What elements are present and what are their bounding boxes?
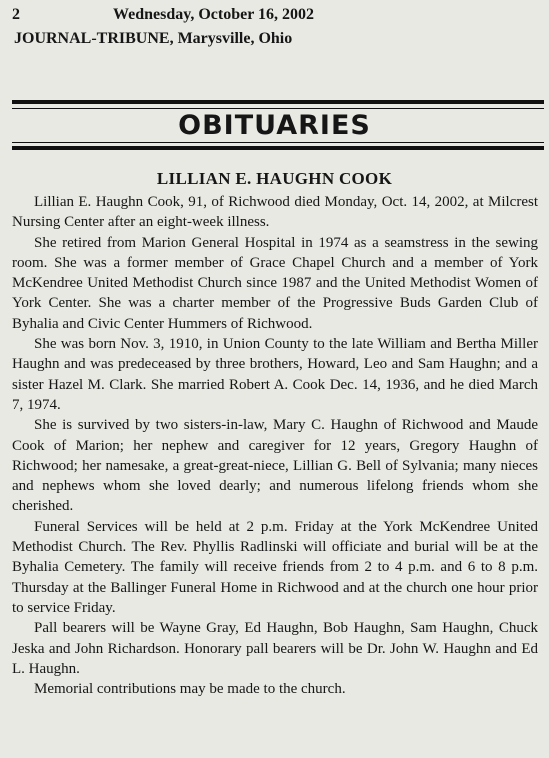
section-title: OBITUARIES	[178, 110, 371, 141]
obituary-headline: LILLIAN E. HAUGHN COOK	[156, 169, 393, 188]
page-number: 2	[12, 6, 20, 23]
obituary-paragraph: Lillian E. Haughn Cook, 91, of Richwood died Monday, Oct. 14, 2002, at Milcrest Nursing Center after an eight-week illness.	[12, 194, 538, 231]
obituary-body	[12, 192, 538, 699]
section-rule-top-thick	[12, 100, 544, 104]
obituary-paragraph: She retired from Marion General Hospital in 1974 as a seamstress in the sewing room. She was a former member of Grace Chapel Church and a member of York McKendree United Methodist Church since 1987 and the United Methodist Women of York Center. She was a charter member of the Progressive Buds Garden Club of Byhalia and Civic Center Hummers of Richwood.	[12, 234, 538, 332]
section-rule-bottom-thin	[12, 142, 544, 143]
obituary-paragraph: She was born Nov. 3, 1910, in Union County to the late William and Bertha Miller Haughn and was predeceased by three brothers, Howard, Leo and Sam Haughn; and a sister Hazel M. Clark. She married Robert A. Cook Dec. 14, 1936, and he died March 7, 1974.	[12, 336, 538, 413]
issue-date: Wednesday, October 16, 2002	[113, 6, 315, 23]
masthead	[0, 2, 549, 62]
obituary-paragraph: She is survived by two sisters-in-law, Mary C. Haughn of Richwood and Maude Cook of Marion; her nephew and caregiver for 12 years, Gregory Haughn of Richwood; her namesake, a great-great-niece, Lillian G. Bell of Sylvania; many nieces and nephews whom she loved dearly; and numerous lifelong friends whom she cherished.	[12, 417, 538, 515]
obituary-paragraph: Funeral Services will be held at 2 p.m. Friday at the York McKendree United Methodist Church. The Rev. Phyllis Radlinski will officiate and burial will be at the Byhalia Cemetery. The family will receive friends from 2 to 4 p.m. and 6 to 8 p.m. Thursday at the Ballinger Funeral Home in Richwood and at the church one hour prior to service Friday.	[12, 518, 538, 616]
section-rule-bottom-thick	[12, 146, 544, 150]
obituary-paragraph: Memorial contributions may be made to the church.	[34, 681, 346, 698]
publication-name: JOURNAL-TRIBUNE, Marysville, Ohio	[14, 30, 293, 47]
obituary-paragraph: Pall bearers will be Wayne Gray, Ed Haughn, Bob Haughn, Sam Haughn, Chuck Jeska and John Richardson. Honorary pall bearers will be Dr. John W. Haughn and Ed L. Haughn.	[12, 620, 538, 677]
section-rule-top-thin	[12, 108, 544, 109]
